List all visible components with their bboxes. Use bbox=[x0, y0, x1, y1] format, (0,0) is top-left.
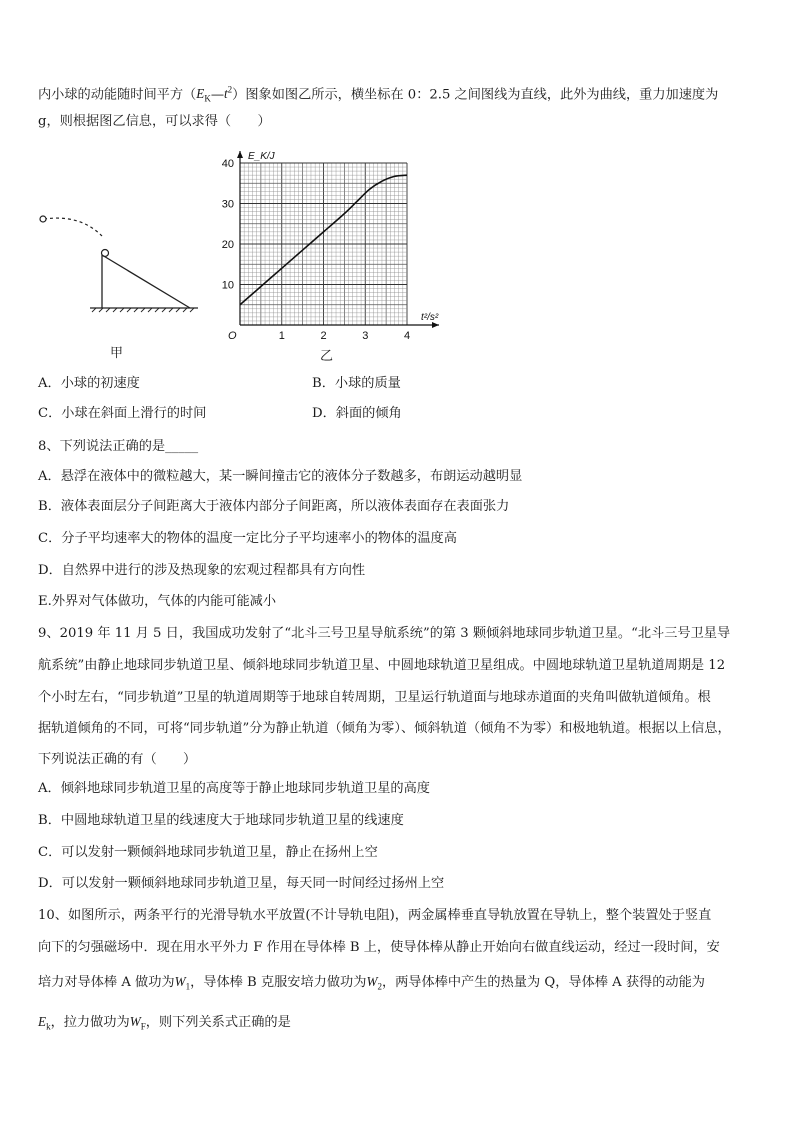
figure-left-caption: 甲 bbox=[110, 346, 124, 361]
y-tick-label: 30 bbox=[221, 198, 234, 211]
q10-line3-text-a: 培力对导体棒 A 做功为 bbox=[38, 975, 175, 990]
q10-stem-line-4 bbox=[38, 1012, 758, 1037]
q7-stem-line-2: g，则根据图乙信息，可以求得（ ） bbox=[38, 114, 271, 129]
q7-option-d[interactable]: D．斜面的倾角 bbox=[312, 406, 402, 421]
q10-stem-line-1: 10、如图所示，两条平行的光滑导轨水平放置(不计导轨电阻)，两金属棒垂直导轨放置在导轨上，整个装置处于竖直 bbox=[38, 908, 712, 923]
y-axis-label: E_K/J bbox=[248, 151, 275, 162]
q10-stem-line-3 bbox=[38, 972, 758, 997]
wf-symbol: $W_F$ bbox=[129, 1014, 146, 1032]
q9-option-b[interactable]: B．中圆地球轨道卫星的线速度大于地球同步轨道卫星的线速度 bbox=[38, 813, 404, 828]
q9-stem-line-3: 个小时左右，“同步轨道”卫星的轨道周期等于地球自转周期，卫星运行轨道面与地球赤道面的夹角叫做轨道倾角。根 bbox=[38, 690, 711, 705]
q7-option-b[interactable]: B．小球的质量 bbox=[312, 376, 401, 391]
q8-stem: 8、下列说法正确的是_____ bbox=[38, 439, 199, 454]
y-tick-label: 10 bbox=[221, 279, 234, 292]
q8-option-d[interactable]: D．自然界中进行的涉及热现象的宏观过程都具有方向性 bbox=[38, 563, 366, 578]
q7-option-c[interactable]: C．小球在斜面上滑行的时间 bbox=[38, 406, 207, 421]
q10-line3-text-b: ，导体棒 B 克服安培力做功为 bbox=[190, 975, 367, 990]
x-tick-label: 4 bbox=[403, 330, 411, 342]
chart-grid bbox=[240, 163, 407, 325]
q8-option-b[interactable]: B．液体表面层分子间距离大于液体内部分子间距离，所以液体表面存在表面张力 bbox=[38, 499, 510, 514]
q10-line4-text-b: ，则下列关系式正确的是 bbox=[145, 1015, 291, 1030]
q9-stem-line-5: 下列说法正确的有（ ） bbox=[38, 752, 197, 767]
ek-t2-chart bbox=[215, 145, 460, 345]
x-axis-label: t²/s² bbox=[421, 312, 439, 323]
ek-symbol: $E_K$ bbox=[196, 86, 211, 105]
q7-stem-text-end: ）图象如图乙所示，横坐标在 0：2.5 之间图线为直线，此外为曲线，重力加速度为 bbox=[232, 87, 719, 103]
origin-label: O bbox=[228, 330, 237, 342]
w2-symbol: $W_2$ bbox=[366, 974, 382, 992]
q7-stem-text: 内小球的动能随时间平方（ bbox=[38, 87, 197, 103]
ek-symbol-2: $E_k$ bbox=[38, 1014, 51, 1032]
q10-line3-text-c: ，两导体棒中产生的热量为 Q，导体棒 A 获得的动能为 bbox=[381, 975, 705, 990]
y-axis-arrow bbox=[237, 151, 243, 158]
q7-stem-line-1 bbox=[38, 80, 758, 109]
q9-option-c[interactable]: C．可以发射一颗倾斜地球同步轨道卫星，静止在扬州上空 bbox=[38, 845, 378, 860]
y-tick-label: 20 bbox=[221, 239, 234, 251]
y-tick-label: 40 bbox=[221, 158, 234, 170]
q9-option-a[interactable]: A．倾斜地球同步轨道卫星的高度等于静止地球同步轨道卫星的高度 bbox=[38, 781, 430, 796]
q8-option-e[interactable]: E.外界对气体做功，气体的内能可能减小 bbox=[38, 594, 277, 609]
q9-stem-line-1: 9、2019 年 11 月 5 日，我国成功发射了“北斗三号卫星导航系统”的第 3 颗倾斜地球同步轨道卫星。“北斗三号卫星导 bbox=[38, 626, 731, 641]
x-tick-label: 1 bbox=[278, 330, 285, 342]
q9-stem-line-2: 航系统”由静止地球同步轨道卫星、倾斜地球同步轨道卫星、中圆地球轨道卫星组成。中圆地球轨道卫星轨道周期是 12 bbox=[38, 658, 726, 673]
dash: — bbox=[210, 87, 224, 103]
q8-option-c[interactable]: C．分子平均速率大的物体的温度一定比分子平均速率小的物体的温度高 bbox=[38, 531, 457, 546]
incline-slope bbox=[102, 255, 190, 308]
x-tick-label: 2 bbox=[320, 330, 327, 342]
q9-stem-line-4: 据轨道倾角的不同，可将“同步轨道”分为静止轨道（倾角为零）、倾斜轨道（倾角不为零）和极地轨道。根据以上信息， bbox=[38, 721, 731, 736]
q9-option-d[interactable]: D．可以发射一颗倾斜地球同步轨道卫星，每天同一时间经过扬州上空 bbox=[38, 876, 445, 891]
figure-incline bbox=[30, 200, 210, 320]
x-tick-label: 3 bbox=[362, 330, 369, 342]
projectile-path bbox=[44, 218, 102, 236]
q7-option-a[interactable]: A．小球的初速度 bbox=[38, 376, 140, 391]
t2-symbol: $t^2$ bbox=[224, 85, 233, 102]
ball-start bbox=[40, 216, 46, 222]
w1-symbol: $W_1$ bbox=[174, 974, 191, 992]
figure-right-caption: 乙 bbox=[320, 349, 334, 364]
q8-option-a[interactable]: A．悬浮在液体中的微粒越大，某一瞬间撞击它的液体分子数越多，布朗运动越明显 bbox=[38, 469, 523, 484]
q10-line4-text-a: ，拉力做功为 bbox=[50, 1015, 130, 1030]
q10-stem-line-2: 向下的匀强磁场中．现在用水平外力 F 作用在导体棒 B 上，使导体棒从静止开始向右做直线运动，经过一段时间，安 bbox=[38, 940, 720, 955]
